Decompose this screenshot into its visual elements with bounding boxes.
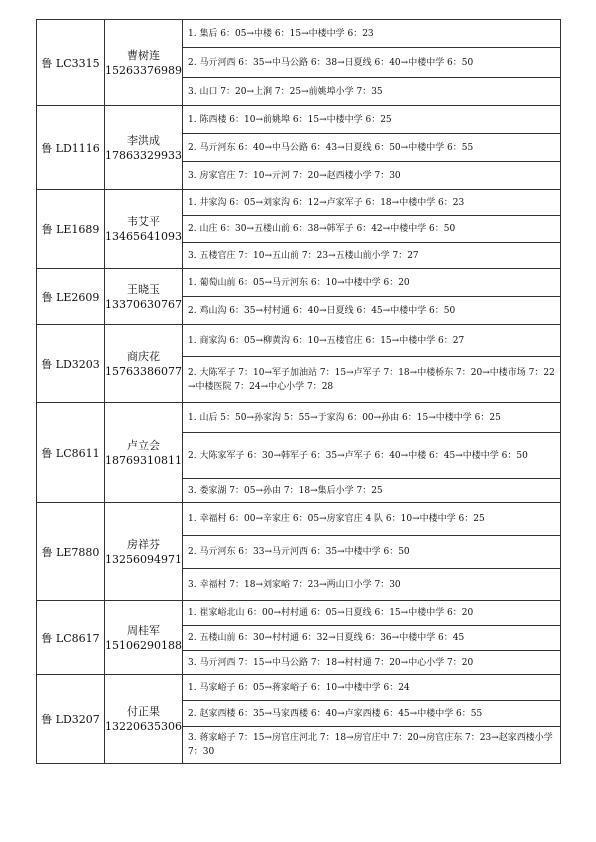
route-description: 1. 商家沟 6：05→柳黄沟 6：10→五楼官庄 6：15→中楼中学 6：27 xyxy=(183,325,561,357)
driver-cell xyxy=(105,675,183,764)
driver-phone: 17863329933 xyxy=(105,148,182,162)
driver-cell xyxy=(105,269,183,325)
route-row xyxy=(37,20,561,48)
route-description: 2. 马亓河西 6：35→中马公路 6：38→日夏线 6：40→中楼中学 6：50 xyxy=(183,48,561,78)
route-description: 1. 山后 5：50→孙家沟 5：55→于家沟 6：00→孙由 6：15→中楼中学 6：25 xyxy=(183,403,561,433)
route-description: 1. 幸福村 6：00→辛家庄 6：05→房家官庄 4 队 6：10→中楼中学 6：25 xyxy=(183,503,561,536)
route-row xyxy=(37,503,561,536)
route-description: 3. 山口 7：20→上涧 7：25→前姚埠小学 7：35 xyxy=(183,78,561,106)
driver-name: 付正果 xyxy=(127,705,160,718)
route-row xyxy=(37,403,561,433)
driver-cell xyxy=(105,20,183,106)
route-row xyxy=(37,106,561,134)
license-plate: 鲁 LE7880 xyxy=(37,503,105,601)
driver-phone: 13465641093 xyxy=(105,230,182,243)
driver-phone: 18769310811 xyxy=(105,453,182,467)
route-description: 2. 赵家西楼 6：35→马家西楼 6：40→卢家西楼 6：45→中楼中学 6：55 xyxy=(183,701,561,727)
route-description: 2. 鸡山沟 6：35→村村通 6：40→日夏线 6：45→中楼中学 6：50 xyxy=(183,297,561,325)
route-description: 3. 蒋家峪子 7：15→房官庄河北 7：18→房官庄中 7：20→房官庄东 7：23→赵家西楼小学 7：30 xyxy=(183,727,561,764)
license-plate: 鲁 LC8617 xyxy=(37,601,105,675)
route-description: 1. 陈西楼 6：10→前姚埠 6：15→中楼中学 6：25 xyxy=(183,106,561,134)
route-row xyxy=(37,190,561,216)
license-plate: 鲁 LE1689 xyxy=(37,190,105,269)
route-description: 1. 井家沟 6：05→刘家沟 6：12→卢家军子 6：18→中楼中学 6：23 xyxy=(183,190,561,216)
driver-name: 曹树连 xyxy=(127,48,160,62)
route-description: 3. 幸福村 7：18→刘家峪 7：23→两山口小学 7：30 xyxy=(183,569,561,601)
driver-name: 商庆花 xyxy=(127,349,160,363)
driver-name: 李洪成 xyxy=(127,133,160,147)
route-row xyxy=(37,325,561,357)
driver-name: 周桂军 xyxy=(127,623,160,637)
route-row xyxy=(37,269,561,297)
route-description: 3. 娄家湖 7：05→孙由 7：18→集后小学 7：25 xyxy=(183,479,561,503)
route-description: 3. 五楼官庄 7：10→五山前 7：23→五楼山前小学 7：27 xyxy=(183,243,561,269)
route-description: 1. 马家峪子 6：05→蒋家峪子 6：10→中楼中学 6：24 xyxy=(183,675,561,701)
driver-cell xyxy=(105,106,183,190)
schedule-body xyxy=(37,20,561,764)
driver-phone: 13220635306 xyxy=(105,720,182,733)
license-plate: 鲁 LD1116 xyxy=(37,106,105,190)
driver-name: 王晓玉 xyxy=(127,282,160,296)
license-plate: 鲁 LC8611 xyxy=(37,403,105,503)
route-description: 2. 五楼山前 6：30→村村通 6：32→日夏线 6：36→中楼中学 6：45 xyxy=(183,626,561,651)
license-plate: 鲁 LC3315 xyxy=(37,20,105,106)
route-description: 3. 马亓河西 7：15→中马公路 7：18→村村通 7：20→中心小学 7：20 xyxy=(183,651,561,675)
driver-cell xyxy=(105,503,183,601)
route-description: 1. 葡萄山前 6：05→马亓河东 6：10→中楼中学 6：20 xyxy=(183,269,561,297)
bus-schedule-table xyxy=(36,19,561,764)
route-row xyxy=(37,601,561,626)
driver-phone: 15263376989 xyxy=(105,63,182,77)
driver-phone: 13256094971 xyxy=(105,552,182,566)
driver-name: 房祥芬 xyxy=(127,537,160,551)
driver-cell xyxy=(105,190,183,269)
route-row xyxy=(37,675,561,701)
driver-name: 卢立会 xyxy=(127,438,160,452)
license-plate: 鲁 LE2609 xyxy=(37,269,105,325)
route-description: 3. 房家官庄 7：10→亓河 7：20→赵西楼小学 7：30 xyxy=(183,162,561,190)
driver-cell xyxy=(105,601,183,675)
driver-cell xyxy=(105,325,183,403)
license-plate: 鲁 LD3203 xyxy=(37,325,105,403)
route-description: 1. 集后 6：05→中楼 6：15→中楼中学 6：23 xyxy=(183,20,561,48)
driver-cell xyxy=(105,403,183,503)
driver-phone: 15106290188 xyxy=(105,638,182,652)
license-plate: 鲁 LD3207 xyxy=(37,675,105,764)
driver-name: 韦艾平 xyxy=(127,215,160,228)
route-description: 1. 崔家峪北山 6：00→村村通 6：05→日夏线 6：15→中楼中学 6：20 xyxy=(183,601,561,626)
driver-phone: 13370630767 xyxy=(105,297,182,311)
route-description: 2. 大陈军子 7：10→军子加油站 7：15→卢军子 7：18→中楼桥东 7：20→中楼市场 7：22→中楼医院 7：24→中心小学 7：28 xyxy=(183,357,561,403)
route-description: 2. 马亓河东 6：40→中马公路 6：43→日夏线 6：50→中楼中学 6：55 xyxy=(183,134,561,162)
route-description: 2. 山庄 6：30→五楼山前 6：38→韩军子 6：42→中楼中学 6：50 xyxy=(183,216,561,243)
route-description: 2. 大陈家军子 6：30→韩军子 6：35→卢军子 6：40→中楼 6：45→中楼中学 6：50 xyxy=(183,433,561,479)
driver-phone: 15763386077 xyxy=(105,364,182,378)
route-description: 2. 马亓河东 6：33→马亓河西 6：35→中楼中学 6：50 xyxy=(183,536,561,569)
